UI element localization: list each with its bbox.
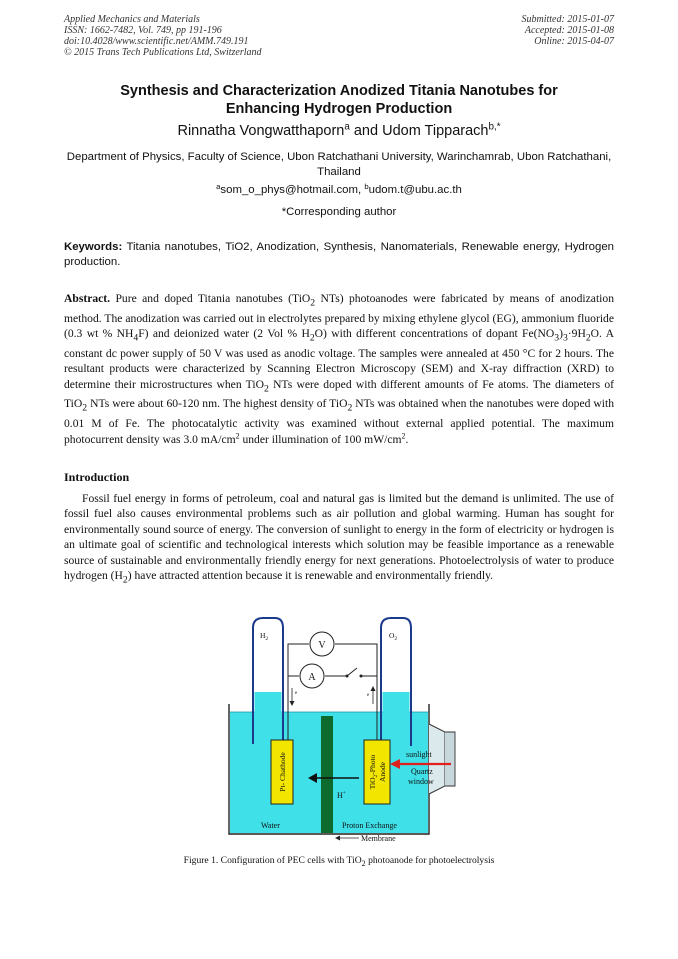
electron-label-right: e: [367, 693, 370, 698]
membrane-label-2: Membrane: [361, 834, 396, 843]
author-conjunction: and: [349, 123, 383, 139]
abstract-text: .: [405, 432, 409, 446]
author-1: Rinnatha Vongwatthaporn: [177, 123, 345, 139]
subscript: 3: [562, 332, 568, 344]
title-line-2: Enhancing Hydrogen Production: [225, 101, 453, 117]
introduction-paragraph: [64, 491, 614, 588]
o2-tube-fill: [383, 692, 410, 746]
subscript: 2: [310, 297, 316, 309]
switch-contact: [346, 675, 349, 678]
keywords-text: Titania nanotubes, TiO2, Anodization, Synthesis, Nanomaterials, Renewable energy, Hydrogen production.: [64, 241, 614, 268]
pec-cell-diagram: [219, 606, 459, 852]
journal-doi: doi:10.4028/www.scientific.net/AMM.749.191: [64, 36, 249, 47]
intro-text: ) have attracted attention because it is renewable and environmentally friendly.: [127, 569, 494, 583]
keywords-label: Keywords:: [64, 241, 123, 253]
abstract-text: O) with different concentrations of dopant Fe(NO: [314, 327, 555, 341]
subscript: 4: [133, 332, 139, 344]
author-list: [40, 123, 638, 139]
accepted-date: Accepted: 2015-01-08: [524, 25, 614, 36]
abstract-text: F) and deionized water (2 Vol % H: [138, 327, 310, 341]
switch-contact: [360, 675, 363, 678]
affiliation: Department of Physics, Faculty of Science, Ubon Ratchathani University, Warinchamrab, Ubon Ratchathani, Thailand: [66, 151, 612, 178]
paper-title: [40, 82, 638, 118]
author-emails: [64, 181, 614, 196]
membrane-pointer-head: [335, 836, 340, 841]
subscript: 2: [361, 858, 366, 868]
journal-info: [64, 14, 262, 58]
abstract-label: Abstract.: [64, 292, 111, 305]
submission-dates: [522, 14, 615, 47]
email-a: som_o_phys@hotmail.com,: [220, 184, 365, 196]
superscript: 2: [401, 431, 406, 441]
proton-exchange-membrane: [321, 716, 333, 833]
h2-tube-fill: [255, 692, 282, 744]
email-b-mark: b: [364, 181, 369, 191]
subscript: 2: [585, 332, 591, 344]
author-2-mark: b,*: [488, 121, 501, 133]
abstract-text: O. A constant dc power supply of 50 V was used as anodic voltage. The samples were annealed at 450 °C for 2 hours. The resultant products were characterized by Scanning Electron Microscopy (SEM) and X-ray diffraction (XRD) to determine their microstructures when TiO: [64, 327, 615, 391]
window-label: window: [408, 777, 434, 786]
journal-copyright: © 2015 Trans Tech Publications Ltd, Switzerland: [64, 47, 262, 58]
membrane-label: Proton Exchange: [342, 821, 397, 830]
journal-name: Applied Mechanics and Materials: [64, 14, 200, 25]
abstract-text: NTs were about 60-120 nm. The highest density of TiO: [87, 397, 348, 411]
voltmeter-label: V: [318, 640, 326, 651]
abstract-text: NTs) photoanodes were fabricated by means of anodization method. The anodization was carried out in electrolytes prepared by mixing ethylene glycol (EG), ammonium fluoride (0.3 wt % NH: [64, 292, 614, 341]
sunlight-label: sunlight: [406, 750, 432, 759]
author-1-mark: a: [344, 121, 350, 133]
quartz-window-edge: [445, 732, 455, 786]
water-label: Water: [261, 821, 280, 830]
electron-arrow-right-head: [371, 686, 376, 691]
caption-text: photoanode for photoelectrolysis: [365, 855, 495, 866]
h2-label: $H_2$: [260, 631, 269, 642]
subscript: 2: [347, 402, 353, 414]
subscript: 2: [309, 332, 315, 344]
proton-label: H+: [337, 790, 346, 800]
quartz-label: Quartz: [411, 767, 433, 776]
figure-caption: [64, 855, 614, 868]
subscript: 2: [263, 382, 269, 394]
abstract-text: ): [559, 327, 563, 341]
abstract-text: NTs were doped with different amounts of Fe atoms. The diameters of TiO: [64, 377, 615, 411]
ammeter-label: A: [308, 672, 316, 683]
abstract-text: NTs was obtained when the nanotubes were doped with 0.01 M of Fe. The photocatalytic activity was examined without external applied potential. The maximum photocurrent density was 3.0 mA/cm: [64, 397, 614, 446]
abstract-text: Pure and doped Titania nanotubes (TiO: [110, 292, 311, 305]
author-2: Udom Tipparach: [382, 123, 489, 139]
subscript: 2: [122, 574, 128, 586]
title-line-1: Synthesis and Characterization Anodized Titania Nanotubes for: [120, 83, 558, 99]
anode-label-line-2: Anode: [378, 762, 387, 782]
caption-text: Figure 1. Configuration of PEC cells with TiO: [183, 855, 362, 866]
online-date: Online: 2015-04-07: [534, 36, 614, 47]
keywords: [64, 240, 614, 270]
email-b: udom.t@ubu.ac.th: [368, 184, 462, 196]
section-heading-introduction: Introduction: [64, 470, 130, 484]
electron-arrow-left-head: [290, 701, 295, 706]
abstract: [64, 291, 614, 447]
email-a-mark: a: [216, 181, 221, 191]
journal-issn: ISSN: 1662-7482, Vol. 749, pp 191-196: [64, 25, 222, 36]
abstract-text: under illumination of 100 mW/cm: [239, 432, 402, 446]
abstract-text: ·9H: [567, 327, 586, 341]
subscript: 3: [554, 332, 560, 344]
corresponding-note: *Corresponding author: [281, 206, 397, 218]
cathode-label: Pt- Chathode: [278, 752, 287, 792]
o2-label: $O_2$: [389, 631, 398, 642]
intro-text: Fossil fuel energy in forms of petroleum, coal and natural gas is limited but the demand is unlimited. The use of fossil fuel also causes environmental problems such as air pollution and global warming. Human has sought for environmentally sound source of energy. The conversion of sunlight to energy in the form of electricity or hydrogen is an ultimate goal of scientific and technological interests which solution may be feasible importance as a renewable source of sustainable and environmentally friendly energy for next generations. Photoelectrolysis of water to produce hydrogen (H: [64, 492, 614, 583]
anode-label: TiO$_2$-Photo: [368, 754, 379, 790]
circuit-wire-switch: [325, 668, 357, 676]
superscript: 2: [235, 431, 240, 441]
submitted-date: Submitted: 2015-01-07: [521, 14, 614, 25]
electron-label-left: e: [295, 691, 298, 696]
subscript: 2: [82, 402, 88, 414]
